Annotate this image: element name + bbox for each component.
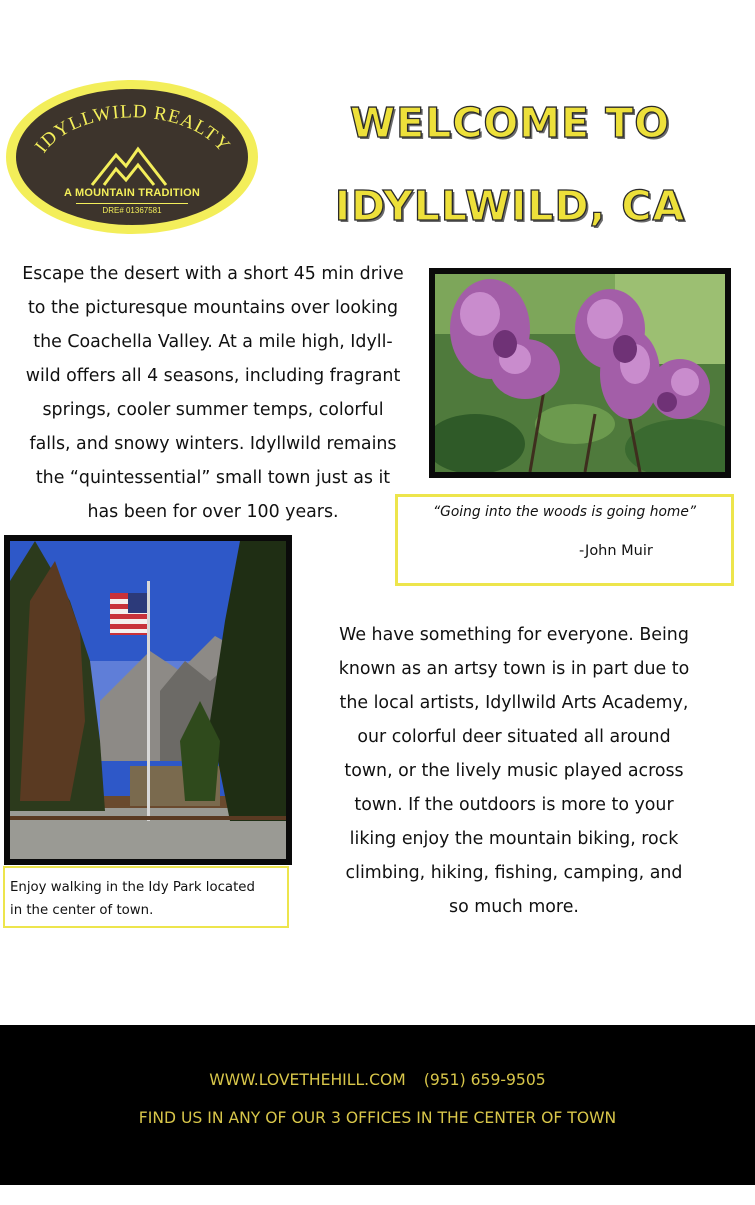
features-line: known as an artsy town is in part due to bbox=[338, 659, 690, 679]
lilac-photo bbox=[429, 268, 731, 478]
realty-logo bbox=[6, 80, 258, 234]
title-line-2: IDYLLWILD, CA bbox=[334, 182, 686, 230]
quote-author: -John Muir bbox=[579, 543, 653, 559]
intro-line: Escape the desert with a short 45 min drive bbox=[22, 264, 404, 284]
intro-line: the Coachella Valley. At a mile high, Idyll- bbox=[33, 332, 393, 352]
intro-paragraph bbox=[4, 257, 422, 529]
logo-license: DRE# 01367581 bbox=[102, 206, 162, 215]
contact-line bbox=[0, 1071, 755, 1089]
phone-number[interactable]: (951) 659-9505 bbox=[423, 1071, 546, 1089]
features-line: town, or the lively music played across bbox=[344, 761, 684, 781]
features-line: the local artists, Idyllwild Arts Academy, bbox=[339, 693, 689, 713]
lilac-flowers-image bbox=[435, 274, 725, 472]
logo-divider bbox=[76, 203, 188, 204]
caption-line: Enjoy walking in the Idy Park located bbox=[10, 880, 255, 895]
features-line: climbing, hiking, fishing, camping, and bbox=[345, 863, 683, 883]
american-flag-icon bbox=[110, 593, 147, 635]
quote-box bbox=[395, 494, 734, 586]
features-line: We have something for everyone. Being bbox=[339, 625, 689, 645]
logo-name: IDYLLWILD REALTY bbox=[31, 101, 235, 157]
park-photo bbox=[4, 535, 292, 865]
logo-tagline: A MOUNTAIN TRADITION bbox=[64, 187, 200, 199]
caption-line: in the center of town. bbox=[10, 903, 154, 918]
intro-line: springs, cooler summer temps, colorful bbox=[42, 400, 384, 420]
website-link[interactable]: WWW.LOVETHEHILL.COM bbox=[209, 1071, 406, 1089]
photo-caption bbox=[3, 866, 289, 928]
features-line: liking enjoy the mountain biking, rock bbox=[349, 829, 679, 849]
features-paragraph bbox=[312, 618, 716, 924]
logo-badge bbox=[16, 89, 248, 225]
title-line-1: WELCOME TO bbox=[349, 99, 671, 147]
mountain-logo-icon bbox=[16, 89, 248, 225]
features-line: so much more. bbox=[449, 897, 579, 917]
features-line: town. If the outdoors is more to your bbox=[354, 795, 674, 815]
quote-text: “Going into the woods is going home” bbox=[433, 504, 696, 520]
intro-line: has been for over 100 years. bbox=[87, 502, 339, 522]
intro-line: wild offers all 4 seasons, including fragrant bbox=[25, 366, 401, 386]
page-title bbox=[300, 82, 720, 248]
intro-line: falls, and snowy winters. Idyllwild remains bbox=[29, 434, 397, 454]
features-line: our colorful deer situated all around bbox=[357, 727, 671, 747]
park-flag-image bbox=[10, 541, 286, 859]
intro-line: the “quintessential” small town just as it bbox=[35, 468, 391, 488]
caption-text bbox=[10, 876, 285, 922]
contact-footer bbox=[0, 1025, 755, 1185]
intro-line: to the picturesque mountains over looking bbox=[27, 298, 399, 318]
offices-line: FIND US IN ANY OF OUR 3 OFFICES IN THE CENTER OF TOWN bbox=[138, 1109, 617, 1127]
